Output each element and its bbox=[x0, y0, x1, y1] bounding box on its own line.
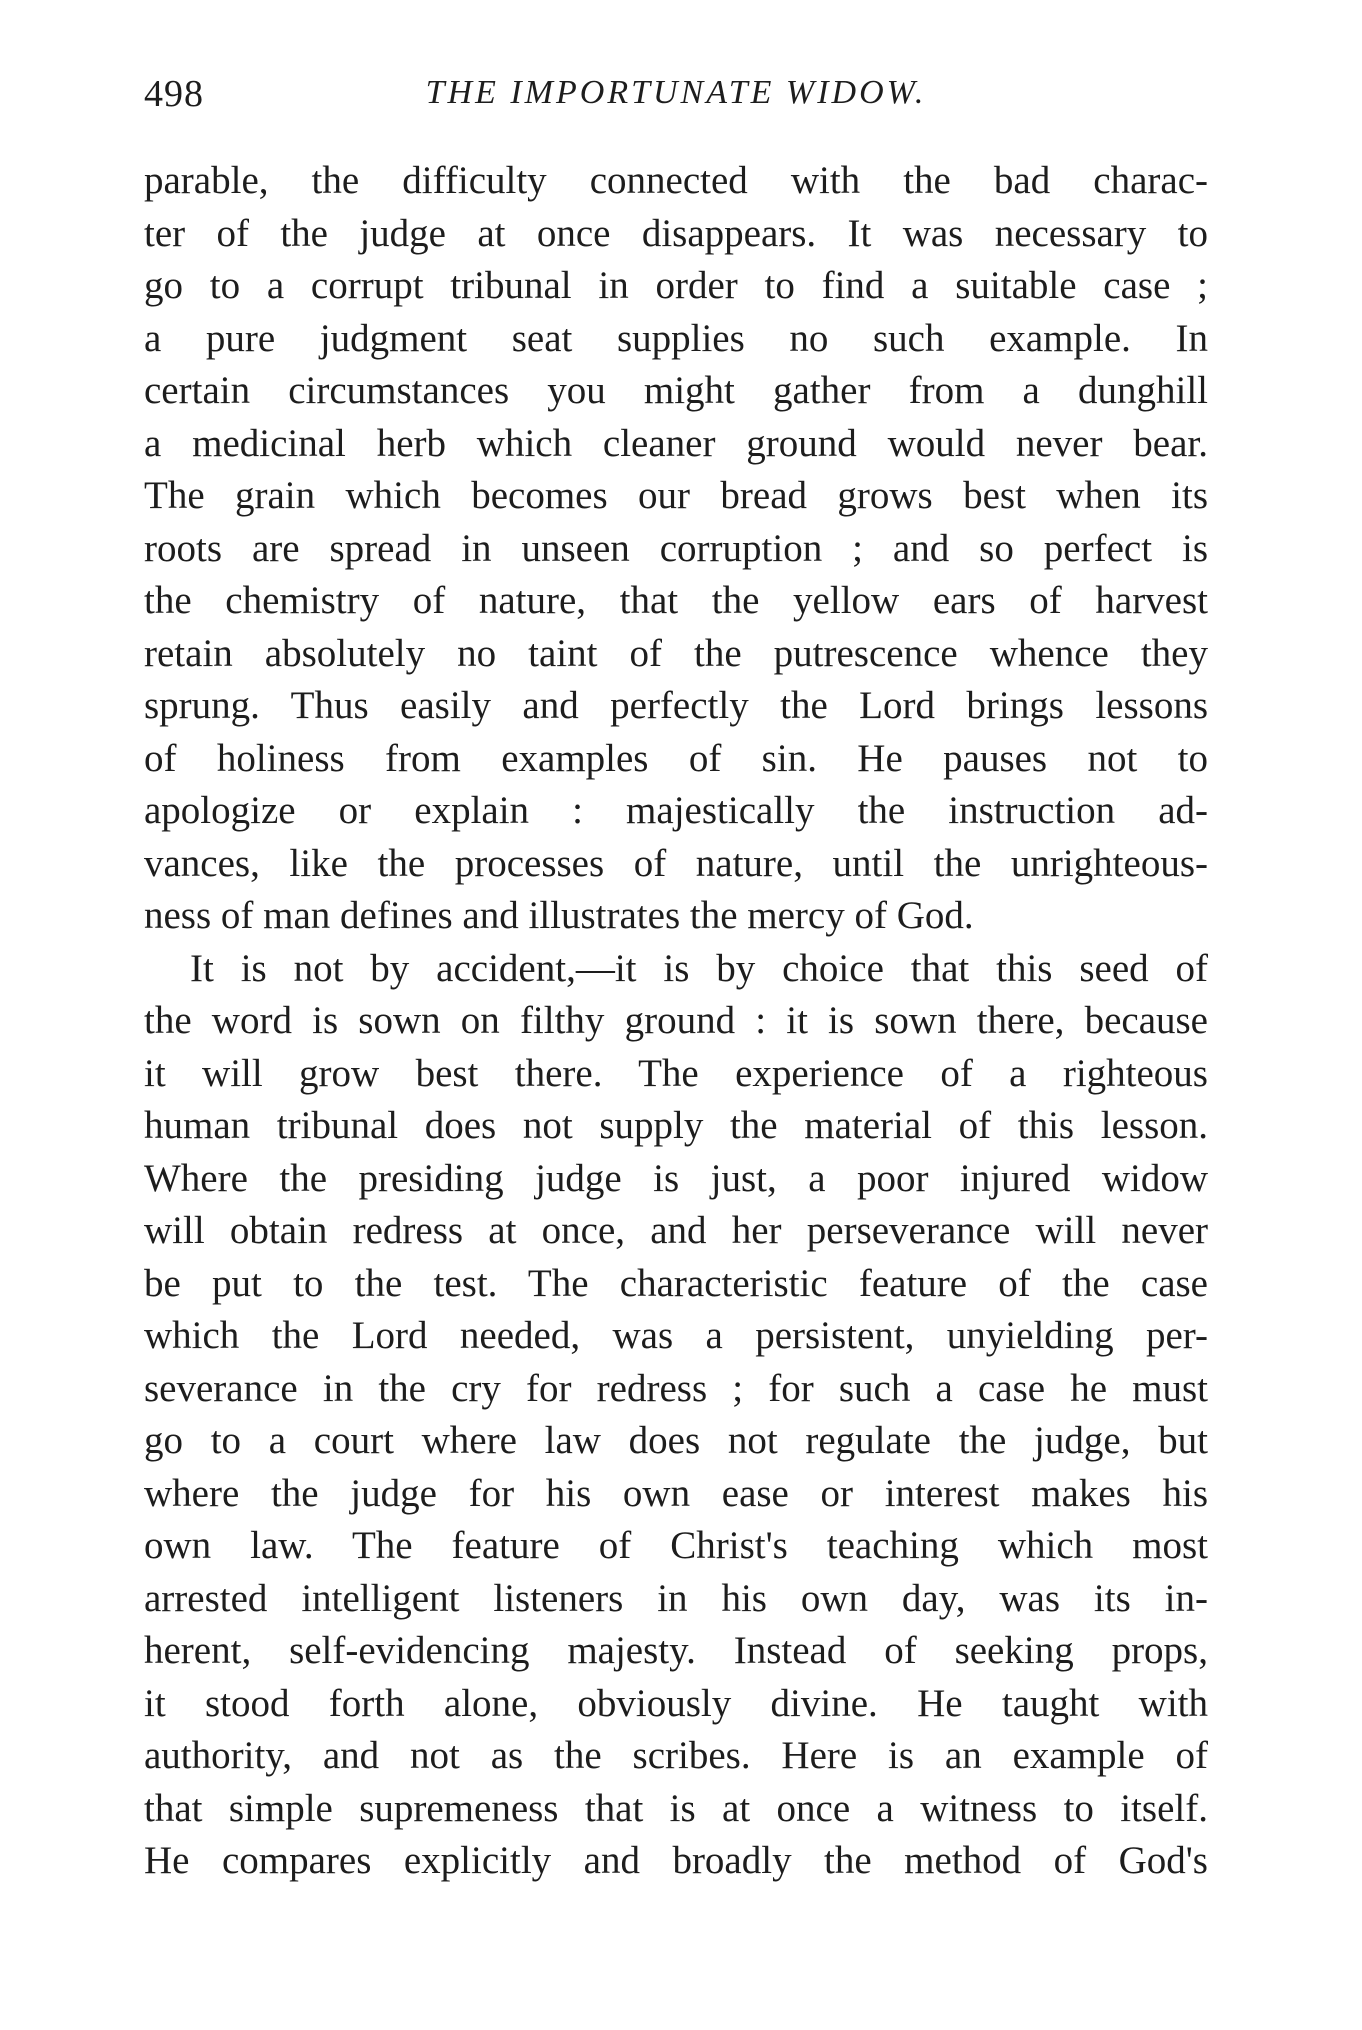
text-line: certain circumstances you might gather from a dunghill bbox=[144, 369, 1208, 412]
text-line: It is not by accident,—it is by choice that this seed of bbox=[190, 946, 1208, 990]
text-line: authority, and not as the scribes. Here is an example of bbox=[144, 1734, 1208, 1777]
text-line: which the Lord needed, was a persistent, unyielding per- bbox=[144, 1314, 1208, 1357]
page-header bbox=[144, 72, 1208, 124]
text-line: Where the presiding judge is just, a poor injured widow bbox=[144, 1156, 1208, 1200]
text-line: go to a court where law does not regulate the judge, but bbox=[144, 1419, 1208, 1462]
text-line: The grain which becomes our bread grows best when its bbox=[144, 474, 1208, 517]
text-line: will obtain redress at once, and her perseverance will never bbox=[144, 1209, 1208, 1252]
text-line: arrested intelligent listeners in his own day, was its in- bbox=[144, 1576, 1208, 1620]
text-line: apologize or explain : majestically the instruction ad- bbox=[144, 789, 1208, 832]
text-line: a medicinal herb which cleaner ground would never bear. bbox=[144, 421, 1208, 465]
text-line: where the judge for his own ease or interest makes his bbox=[144, 1471, 1208, 1515]
text-line: the word is sown on filthy ground : it is sown there, because bbox=[144, 999, 1208, 1042]
text-line: sprung. Thus easily and perfectly the Lord brings lessons bbox=[144, 684, 1208, 727]
running-title: THE IMPORTUNATE WIDOW. bbox=[425, 74, 927, 111]
paragraph bbox=[144, 155, 1208, 943]
body-text bbox=[144, 155, 1208, 1888]
text-line: be put to the test. The characteristic feature of the case bbox=[144, 1261, 1208, 1305]
text-line: herent, self-evidencing majesty. Instead of seeking props, bbox=[144, 1629, 1208, 1672]
text-line: severance in the cry for redress ; for such a case he must bbox=[144, 1366, 1208, 1410]
text-line: vances, like the processes of nature, until the unrighteous- bbox=[144, 841, 1208, 885]
text-line: the chemistry of nature, that the yellow ears of harvest bbox=[144, 579, 1208, 622]
text-line: roots are spread in unseen corruption ; and so perfect is bbox=[144, 526, 1208, 570]
text-line: it stood forth alone, obviously divine. He taught with bbox=[144, 1681, 1208, 1725]
text-line: He compares explicitly and broadly the method of God's bbox=[144, 1839, 1208, 1882]
text-line: own law. The feature of Christ's teaching which most bbox=[144, 1524, 1208, 1567]
text-line: of holiness from examples of sin. He pauses not to bbox=[144, 736, 1208, 780]
text-line: parable, the difficulty connected with the bad charac- bbox=[144, 159, 1208, 202]
text-line: retain absolutely no taint of the putrescence whence they bbox=[144, 631, 1208, 675]
text-line: a pure judgment seat supplies no such example. In bbox=[144, 316, 1208, 360]
text-line: go to a corrupt tribunal in order to find a suitable case ; bbox=[144, 264, 1208, 307]
text-line: human tribunal does not supply the material of this lesson. bbox=[144, 1104, 1208, 1147]
text-line: it will grow best there. The experience of a righteous bbox=[144, 1051, 1208, 1095]
text-line: ness of man defines and illustrates the mercy of God. bbox=[144, 894, 974, 937]
text-line: that simple supremeness that is at once a witness to itself. bbox=[144, 1786, 1208, 1830]
paragraph bbox=[144, 943, 1208, 1888]
page-number: 498 bbox=[144, 73, 204, 115]
text-line: ter of the judge at once disappears. It was necessary to bbox=[144, 211, 1208, 255]
